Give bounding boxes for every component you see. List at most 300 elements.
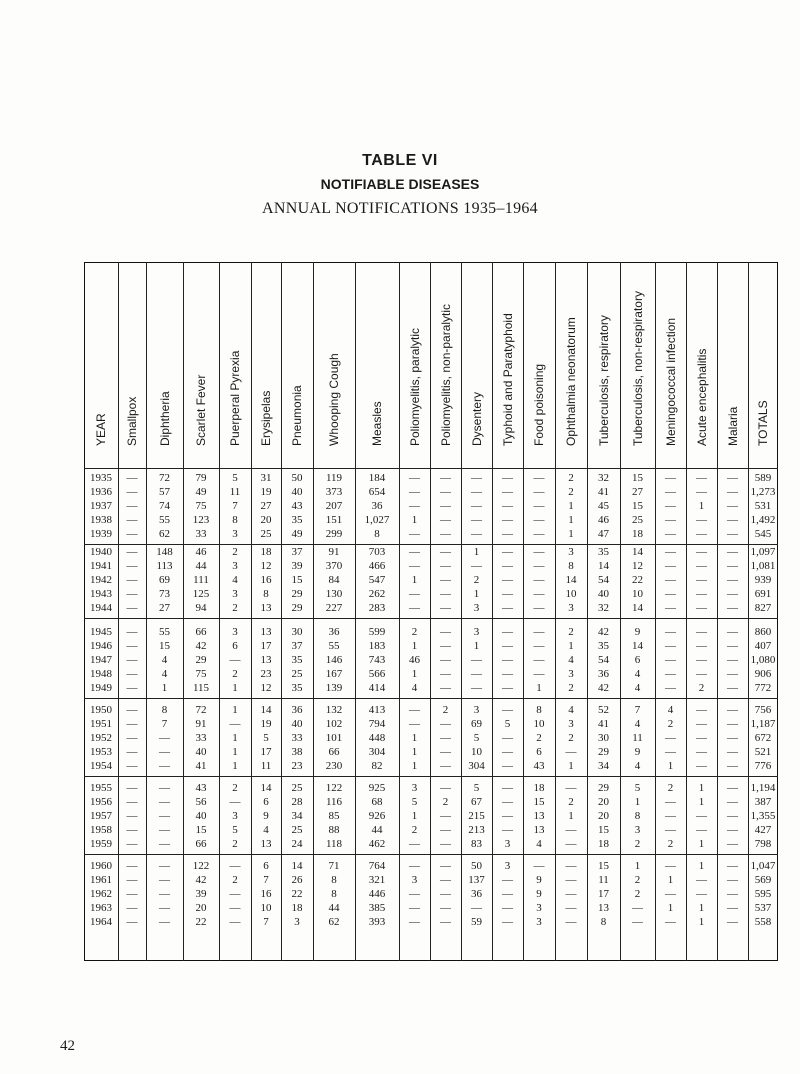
count-cell: 15 (598, 824, 609, 836)
count-cell: 55 (159, 626, 170, 638)
count-cell: — (696, 732, 707, 744)
count-cell: — (440, 860, 451, 872)
count-cell: — (665, 486, 676, 498)
count-cell: — (409, 602, 420, 614)
count-cell: 11 (229, 486, 241, 498)
table-row (0, 796, 800, 808)
count-cell: 118 (325, 838, 343, 850)
group-rule (84, 618, 778, 619)
count-cell: — (440, 732, 451, 744)
column-header-label: Malaria (725, 406, 740, 446)
count-cell: 36 (371, 500, 383, 512)
count-cell: — (696, 824, 707, 836)
count-cell: — (440, 902, 451, 914)
count-cell: — (126, 682, 138, 694)
count-cell: 4 (634, 718, 641, 730)
page-number: 42 (60, 1038, 75, 1054)
count-cell: 4 (634, 668, 641, 680)
count-cell: 3 (634, 824, 641, 836)
count-cell: 14 (632, 602, 643, 614)
column-header (183, 264, 219, 464)
table-row (0, 546, 800, 558)
count-cell: 35 (291, 654, 303, 666)
count-cell: 85 (328, 810, 340, 822)
count-cell: — (632, 902, 643, 914)
count-cell: 29 (598, 746, 609, 758)
count-cell: 74 (159, 500, 170, 512)
count-cell: 3 (232, 588, 238, 600)
count-cell: — (126, 500, 138, 512)
table-row (0, 514, 800, 526)
count-cell: 3 (568, 668, 574, 680)
count-cell: — (533, 602, 545, 614)
count-cell: 39 (291, 560, 303, 572)
count-cell: 3 (536, 916, 542, 928)
count-cell: — (665, 640, 676, 652)
count-cell: 42 (195, 640, 207, 652)
count-cell: — (727, 560, 738, 572)
count-cell: — (502, 682, 513, 694)
column-header (251, 264, 281, 464)
count-cell: 46 (409, 654, 420, 666)
count-cell: — (665, 472, 676, 484)
count-cell: — (502, 810, 513, 822)
count-cell: — (727, 760, 738, 772)
count-cell: — (533, 640, 545, 652)
column-header (84, 264, 118, 464)
count-cell: — (409, 916, 420, 928)
count-cell: — (471, 902, 482, 914)
count-cell: 38 (291, 746, 303, 758)
count-cell: — (471, 500, 482, 512)
count-cell: 34 (291, 810, 303, 822)
count-cell: 283 (368, 602, 386, 614)
total-cell: 558 (754, 916, 772, 928)
count-cell: — (126, 574, 138, 586)
column-header (461, 264, 492, 464)
count-cell: — (126, 472, 138, 484)
count-cell: 22 (291, 888, 303, 900)
table-row (0, 574, 800, 586)
count-cell: 67 (471, 796, 482, 808)
count-cell: — (665, 746, 676, 758)
count-cell: 23 (291, 760, 303, 772)
column-header (492, 264, 523, 464)
count-cell: 111 (193, 574, 209, 586)
count-cell: — (665, 514, 676, 526)
count-cell: — (440, 782, 451, 794)
column-header (281, 264, 313, 464)
count-cell: — (440, 888, 451, 900)
count-cell: 14 (632, 640, 643, 652)
count-cell: 2 (667, 718, 674, 730)
column-header (523, 264, 555, 464)
count-cell: 5 (473, 782, 480, 794)
count-cell: 18 (598, 838, 609, 850)
count-cell: — (126, 486, 138, 498)
count-cell: 2 (232, 838, 238, 850)
count-cell: 1 (232, 732, 238, 744)
year-cell: 1940 (90, 546, 112, 558)
total-cell: 1,355 (750, 810, 776, 822)
count-cell: 6 (536, 746, 542, 758)
count-cell: 75 (195, 500, 207, 512)
count-cell: — (126, 732, 138, 744)
year-cell: 1939 (90, 528, 112, 540)
count-cell: — (502, 602, 513, 614)
count-cell: 3 (411, 874, 418, 886)
count-cell: 8 (161, 704, 168, 716)
count-cell: 1 (411, 640, 418, 652)
count-cell: 24 (291, 838, 303, 850)
column-header (355, 264, 399, 464)
table-row (0, 668, 800, 680)
count-cell: 11 (260, 760, 272, 772)
column-header-label: Tuberculosis, non-respiratory (630, 291, 645, 446)
count-cell: 113 (156, 560, 173, 572)
count-cell: 49 (195, 486, 207, 498)
count-cell: 34 (598, 760, 609, 772)
count-cell: — (159, 746, 170, 758)
count-cell: — (696, 626, 707, 638)
count-cell: — (229, 916, 241, 928)
count-cell: 1 (634, 860, 641, 872)
total-cell: 521 (754, 746, 772, 758)
count-cell: 3 (473, 626, 480, 638)
count-cell: 27 (260, 500, 272, 512)
count-cell: — (502, 760, 513, 772)
column-header (587, 264, 620, 464)
table-row (0, 732, 800, 744)
column-header (313, 264, 355, 464)
count-cell: 5 (263, 732, 269, 744)
count-cell: 4 (161, 654, 168, 666)
total-cell: 860 (754, 626, 772, 638)
count-cell: — (502, 704, 513, 716)
column-header (620, 264, 655, 464)
count-cell: — (665, 824, 676, 836)
count-cell: 46 (598, 514, 609, 526)
count-cell: 55 (159, 514, 170, 526)
count-cell: — (665, 860, 676, 872)
column-header-label: Food poisoning (532, 363, 546, 446)
count-cell: — (665, 682, 676, 694)
count-cell: 2 (411, 824, 418, 836)
count-cell: — (533, 574, 545, 586)
count-cell: 50 (291, 472, 303, 484)
year-cell: 1952 (90, 732, 112, 744)
count-cell: 1 (232, 704, 238, 716)
count-cell: — (696, 874, 707, 886)
count-cell: 794 (368, 718, 386, 730)
count-cell: — (696, 640, 707, 652)
count-cell: 3 (473, 704, 480, 716)
count-cell: 3 (232, 560, 238, 572)
count-cell: — (440, 640, 451, 652)
count-cell: 19 (260, 486, 272, 498)
count-cell: — (440, 746, 451, 758)
count-cell: 7 (634, 704, 641, 716)
total-cell: 691 (754, 588, 772, 600)
count-cell: 15 (533, 796, 545, 808)
count-cell: 2 (634, 838, 641, 850)
count-cell: 20 (598, 810, 609, 822)
count-cell: — (502, 472, 513, 484)
count-cell: 29 (195, 654, 207, 666)
count-cell: — (126, 746, 138, 758)
count-cell: 15 (632, 472, 643, 484)
count-cell: 22 (632, 574, 643, 586)
total-cell: 427 (754, 824, 772, 836)
count-cell: — (229, 796, 241, 808)
count-cell: — (126, 626, 138, 638)
count-cell: — (502, 560, 513, 572)
count-cell: 36 (598, 668, 609, 680)
count-cell: — (696, 810, 707, 822)
count-cell: — (471, 472, 482, 484)
count-cell: 7 (263, 874, 269, 886)
count-cell: 18 (260, 546, 272, 558)
count-cell: 2 (568, 626, 574, 638)
count-cell: 304 (368, 746, 386, 758)
year-cell: 1937 (90, 500, 112, 512)
count-cell: — (126, 916, 138, 928)
count-cell: 37 (291, 640, 303, 652)
count-cell: — (533, 588, 545, 600)
count-cell: — (565, 838, 577, 850)
count-cell: 29 (291, 588, 303, 600)
count-cell: 2 (667, 782, 674, 794)
count-cell: 1 (473, 640, 480, 652)
count-cell: — (727, 838, 738, 850)
count-cell: 321 (368, 874, 386, 886)
count-cell: 462 (368, 838, 386, 850)
table-row (0, 860, 800, 872)
count-cell: — (665, 668, 676, 680)
column-header (748, 264, 778, 464)
table-row (0, 888, 800, 900)
count-cell: 36 (291, 704, 303, 716)
count-cell: — (727, 602, 738, 614)
count-cell: 1 (698, 860, 705, 872)
count-cell: 41 (195, 760, 207, 772)
table-row (0, 472, 800, 484)
count-cell: 448 (368, 732, 386, 744)
count-cell: 566 (368, 668, 386, 680)
count-cell: 27 (159, 602, 170, 614)
count-cell: 46 (195, 546, 207, 558)
count-cell: 10 (533, 718, 545, 730)
count-cell: 1 (568, 760, 574, 772)
total-cell: 1,187 (750, 718, 776, 730)
count-cell: 2 (442, 796, 449, 808)
column-header (219, 264, 251, 464)
count-cell: — (502, 732, 513, 744)
count-cell: — (727, 916, 738, 928)
count-cell: 44 (328, 902, 340, 914)
count-cell: — (727, 902, 738, 914)
count-cell: 47 (598, 528, 609, 540)
count-cell: — (471, 560, 482, 572)
count-cell: 2 (634, 874, 641, 886)
count-cell: — (126, 860, 138, 872)
table-row (0, 782, 800, 794)
count-cell: 42 (598, 626, 609, 638)
count-cell: 8 (263, 588, 269, 600)
count-cell: 28 (291, 796, 303, 808)
count-cell: 8 (374, 528, 380, 540)
count-cell: — (533, 500, 545, 512)
count-cell: — (696, 528, 707, 540)
count-cell: 393 (368, 916, 386, 928)
count-cell: 119 (325, 472, 343, 484)
count-cell: 3 (232, 528, 238, 540)
header-rule (84, 468, 778, 469)
count-cell: — (502, 782, 513, 794)
count-cell: 123 (192, 514, 210, 526)
count-cell: 40 (598, 588, 609, 600)
count-cell: — (229, 860, 241, 872)
count-cell: 66 (195, 838, 207, 850)
count-cell: — (665, 546, 676, 558)
count-cell: — (696, 546, 707, 558)
year-cell: 1953 (90, 746, 112, 758)
column-header (655, 264, 686, 464)
count-cell: — (471, 668, 482, 680)
count-cell: 8 (600, 916, 607, 928)
count-cell: 14 (565, 574, 577, 586)
count-cell: 66 (195, 626, 207, 638)
count-cell: 207 (325, 500, 343, 512)
count-cell: — (727, 732, 738, 744)
count-cell: — (727, 718, 738, 730)
count-cell: — (440, 760, 451, 772)
count-cell: 4 (568, 654, 574, 666)
count-cell: 3 (232, 626, 238, 638)
count-cell: — (565, 860, 577, 872)
count-cell: — (502, 824, 513, 836)
count-cell: 132 (325, 704, 343, 716)
count-cell: — (696, 588, 707, 600)
count-cell: 4 (634, 760, 641, 772)
count-cell: 5 (473, 732, 480, 744)
count-cell: 88 (328, 824, 340, 836)
year-cell: 1942 (90, 574, 112, 586)
count-cell: — (502, 916, 513, 928)
year-cell: 1938 (90, 514, 112, 526)
count-cell: — (665, 602, 676, 614)
count-cell: 1 (411, 746, 418, 758)
count-cell: 137 (468, 874, 485, 886)
group-rule (84, 776, 778, 777)
count-cell: 36 (328, 626, 340, 638)
count-cell: 654 (368, 486, 386, 498)
count-cell: — (440, 718, 451, 730)
count-cell: 83 (471, 838, 482, 850)
count-cell: 2 (473, 574, 480, 586)
count-cell: 1 (698, 500, 705, 512)
count-cell: 43 (195, 782, 207, 794)
count-cell: — (440, 574, 451, 586)
count-cell: — (440, 514, 451, 526)
count-cell: — (727, 640, 738, 652)
count-cell: 8 (331, 888, 337, 900)
count-cell: — (471, 514, 482, 526)
column-header-label: Ophthalmia neonatorum (564, 317, 578, 446)
count-cell: — (440, 602, 451, 614)
count-cell: 184 (368, 472, 386, 484)
count-cell: 54 (598, 654, 609, 666)
count-cell: 7 (161, 718, 168, 730)
count-cell: 2 (667, 838, 674, 850)
count-cell: 122 (192, 860, 210, 872)
count-cell: — (471, 486, 482, 498)
total-cell: 545 (754, 528, 772, 540)
count-cell: — (126, 874, 138, 886)
count-cell: — (502, 500, 513, 512)
count-cell: 33 (195, 528, 207, 540)
count-cell: 33 (195, 732, 207, 744)
count-cell: — (533, 472, 545, 484)
column-header-label: Smallpox (125, 396, 139, 446)
column-header-label: Poliomyelitis, non-paralytic (438, 303, 453, 446)
count-cell: 39 (195, 888, 207, 900)
count-cell: — (229, 654, 241, 666)
count-cell: — (696, 760, 707, 772)
count-cell: — (533, 560, 545, 572)
count-cell: 2 (568, 682, 574, 694)
count-cell: 101 (325, 732, 343, 744)
count-cell: 8 (331, 874, 337, 886)
table-subtitle: NOTIFIABLE DISEASES (320, 176, 480, 192)
table-row (0, 916, 800, 928)
count-cell: 8 (536, 704, 542, 716)
count-cell: 42 (195, 874, 207, 886)
count-cell: 2 (411, 626, 418, 638)
count-cell: 91 (328, 546, 340, 558)
count-cell: 1 (698, 838, 705, 850)
count-cell: — (565, 916, 577, 928)
year-cell: 1947 (90, 654, 112, 666)
column-header-label: Meningococcal infection (663, 317, 678, 446)
count-cell: — (440, 838, 451, 850)
count-cell: — (440, 668, 451, 680)
count-cell: — (502, 668, 513, 680)
count-cell: 91 (195, 718, 207, 730)
count-cell: 14 (260, 782, 272, 794)
count-cell: 36 (471, 888, 482, 900)
total-cell: 1,273 (750, 486, 776, 498)
count-cell: 3 (294, 916, 300, 928)
count-cell: 227 (325, 602, 343, 614)
count-cell: 4 (411, 682, 418, 694)
total-cell: 537 (754, 902, 772, 914)
count-cell: — (126, 514, 138, 526)
count-cell: 373 (325, 486, 343, 498)
count-cell: 1 (411, 514, 418, 526)
count-cell: — (126, 640, 138, 652)
column-header-label: Pneumonia (290, 385, 304, 446)
column-header (146, 264, 183, 464)
year-cell: 1957 (90, 810, 112, 822)
column-header (430, 264, 461, 464)
count-cell: — (533, 668, 545, 680)
count-cell: — (502, 888, 513, 900)
table-row (0, 810, 800, 822)
count-cell: — (665, 626, 676, 638)
count-cell: 4 (568, 704, 574, 716)
count-cell: — (533, 486, 545, 498)
